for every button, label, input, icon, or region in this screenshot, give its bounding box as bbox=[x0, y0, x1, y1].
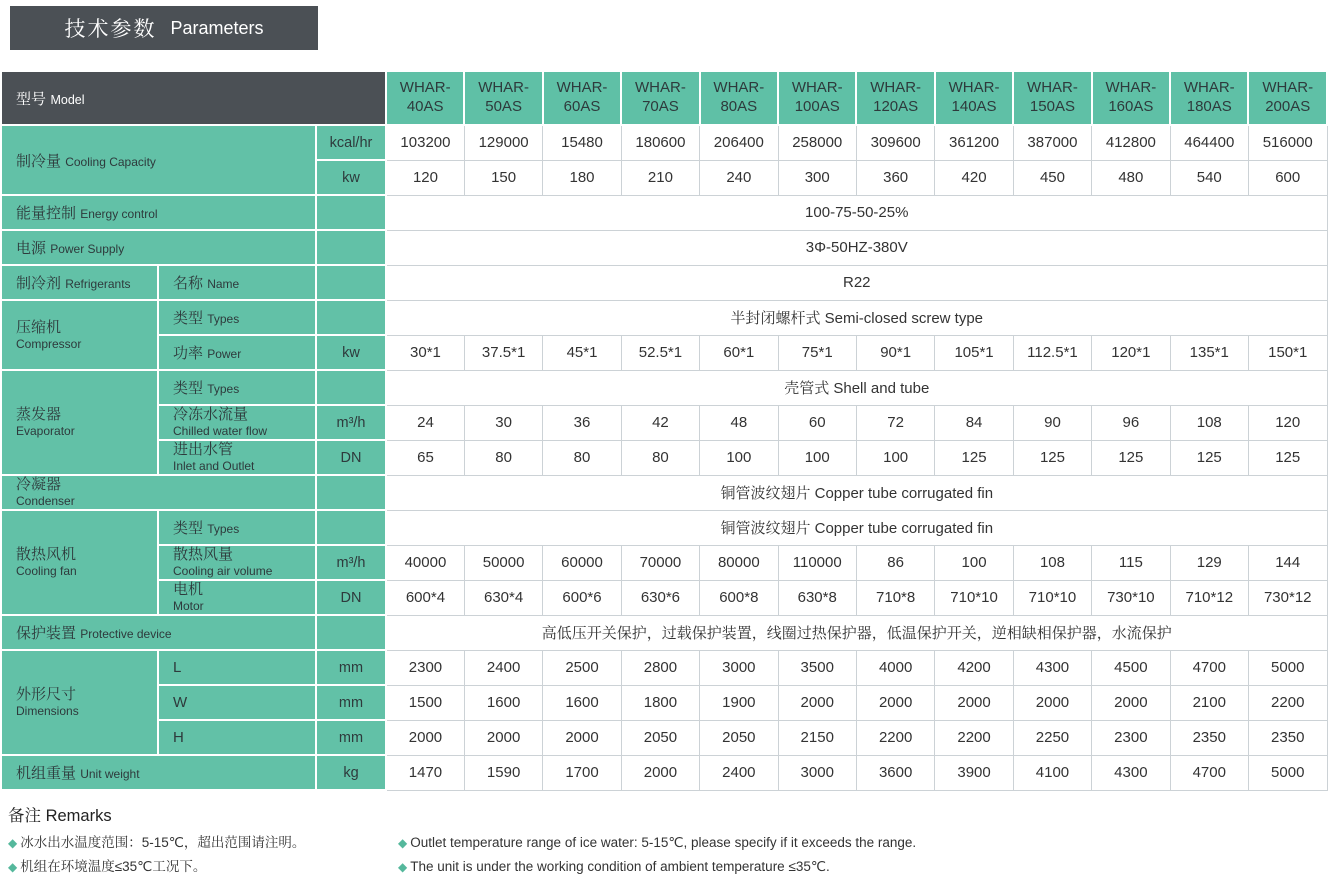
unit-cell-empty bbox=[316, 265, 386, 300]
value-cell: 125 bbox=[1248, 440, 1327, 475]
value-cell: 3000 bbox=[700, 650, 778, 685]
value-cell: 3900 bbox=[935, 755, 1013, 790]
label-en: Cooling Capacity bbox=[65, 154, 156, 169]
row-refrigerants bbox=[1, 265, 1327, 300]
model-label-zh: 型号 bbox=[16, 90, 47, 108]
diamond-bullet-icon: ◆ bbox=[8, 859, 18, 874]
value-cell: 2150 bbox=[778, 720, 856, 755]
row-label-energy-control bbox=[1, 195, 316, 230]
value-cell: 65 bbox=[386, 440, 464, 475]
label-en: Condenser bbox=[16, 494, 75, 509]
value-cell: 1600 bbox=[464, 685, 542, 720]
label-zh: 电机 bbox=[173, 581, 204, 599]
value-cell: 2500 bbox=[543, 650, 621, 685]
note-text: 机组在环境温度≤35℃工况下。 bbox=[20, 858, 207, 874]
value-cell: 730*10 bbox=[1092, 580, 1170, 615]
row-compressor-types bbox=[1, 300, 1327, 335]
value-cell: 84 bbox=[935, 405, 1013, 440]
model-header-cell: WHAR-140AS bbox=[935, 71, 1013, 125]
value-cell: 108 bbox=[1013, 545, 1091, 580]
value-cell: 48 bbox=[700, 405, 778, 440]
diamond-bullet-icon: ◆ bbox=[398, 859, 408, 874]
label-en: Unit weight bbox=[80, 767, 140, 781]
label-en: Dimensions bbox=[16, 704, 79, 719]
sublabel-motor bbox=[158, 580, 316, 615]
model-label-en: Model bbox=[50, 92, 85, 107]
note-item bbox=[398, 859, 916, 876]
model-header-cell: WHAR-180AS bbox=[1170, 71, 1248, 125]
value-cell: 1900 bbox=[700, 685, 778, 720]
label-zh: 类型 bbox=[173, 310, 204, 327]
model-header-cell: WHAR-50AS bbox=[464, 71, 542, 125]
value-cell: 600*6 bbox=[543, 580, 621, 615]
row-energy-control bbox=[1, 195, 1327, 230]
sublabel-chilled-water-flow bbox=[158, 405, 316, 440]
remarks-heading-zh: 备注 bbox=[8, 807, 41, 825]
value-cell: 2800 bbox=[621, 650, 699, 685]
unit-cell-kcal: kcal/hr bbox=[316, 125, 386, 160]
label-en: Motor bbox=[173, 599, 204, 614]
value-cell: 50000 bbox=[464, 545, 542, 580]
note-text: Outlet temperature range of ice water: 5-15℃, please specify if it exceeds the range. bbox=[410, 835, 917, 850]
sublabel-refrigerant-name bbox=[158, 265, 316, 300]
value-cell: 2050 bbox=[700, 720, 778, 755]
value-cell: 72 bbox=[856, 405, 934, 440]
unit-cell-empty bbox=[316, 510, 386, 545]
value-cell: 2400 bbox=[700, 755, 778, 790]
label-zh: 制冷量 bbox=[16, 152, 62, 170]
value-cell: 30*1 bbox=[386, 335, 464, 370]
model-label-cell bbox=[1, 71, 386, 125]
unit-cell-empty bbox=[316, 615, 386, 650]
label-zh: 进出水管 bbox=[173, 441, 234, 459]
value-cell: 125 bbox=[1013, 440, 1091, 475]
row-dimension-l bbox=[1, 650, 1327, 685]
value-cell: 206400 bbox=[700, 125, 778, 160]
label-zh: 外形尺寸 bbox=[16, 686, 77, 704]
label-zh: 冷冻水流量 bbox=[173, 406, 249, 424]
row-label-condenser bbox=[1, 475, 316, 510]
value-cell: 150*1 bbox=[1248, 335, 1327, 370]
value-cell: 1590 bbox=[464, 755, 542, 790]
value-cell: 120 bbox=[1248, 405, 1327, 440]
label-en: Power bbox=[207, 347, 242, 361]
page-title bbox=[10, 6, 318, 50]
value-cell: 4000 bbox=[856, 650, 934, 685]
page-title-en: Parameters bbox=[170, 17, 264, 38]
row-protective-device bbox=[1, 615, 1327, 650]
value-cell: 540 bbox=[1170, 160, 1248, 195]
value-cell: 2250 bbox=[1013, 720, 1091, 755]
value-cell: 96 bbox=[1092, 405, 1170, 440]
row-cooling-fan-types bbox=[1, 510, 1327, 545]
value-cell: 80 bbox=[543, 440, 621, 475]
remarks-heading bbox=[8, 802, 1320, 826]
value-cell: 480 bbox=[1092, 160, 1170, 195]
value-cell: 129000 bbox=[464, 125, 542, 160]
parameters-table bbox=[0, 70, 1328, 791]
value-cell: 2350 bbox=[1248, 720, 1327, 755]
label-zh: 保护装置 bbox=[16, 625, 77, 642]
value-cell: 600 bbox=[1248, 160, 1327, 195]
value-cell: 2000 bbox=[386, 720, 464, 755]
model-header-cell: WHAR-120AS bbox=[856, 71, 934, 125]
value-cell: 80 bbox=[464, 440, 542, 475]
value-cell: 710*10 bbox=[1013, 580, 1091, 615]
value-cell: 125 bbox=[1092, 440, 1170, 475]
label-en: Types bbox=[207, 522, 240, 536]
value-condenser: 铜管波纹翅片 Copper tube corrugated fin bbox=[386, 475, 1327, 510]
value-cell: 4700 bbox=[1170, 755, 1248, 790]
value-cell: 180600 bbox=[621, 125, 699, 160]
value-cell: 2000 bbox=[856, 685, 934, 720]
value-cell: 37.5*1 bbox=[464, 335, 542, 370]
label-zh: 电源 bbox=[16, 240, 47, 257]
sublabel-cooling-fan-types bbox=[158, 510, 316, 545]
value-cell: 5000 bbox=[1248, 650, 1327, 685]
unit-cell-empty bbox=[316, 370, 386, 405]
value-cell: 42 bbox=[621, 405, 699, 440]
value-cell: 4300 bbox=[1092, 755, 1170, 790]
label-zh: 制冷剂 bbox=[16, 275, 62, 292]
value-cell: 125 bbox=[935, 440, 1013, 475]
value-cell: 100 bbox=[856, 440, 934, 475]
value-cell: 3500 bbox=[778, 650, 856, 685]
value-cell: 90 bbox=[1013, 405, 1091, 440]
value-cell: 1700 bbox=[543, 755, 621, 790]
value-cell: 730*12 bbox=[1248, 580, 1327, 615]
unit-cell-mm: mm bbox=[316, 720, 386, 755]
diamond-bullet-icon: ◆ bbox=[8, 836, 18, 850]
value-cell: 2300 bbox=[386, 650, 464, 685]
value-cell: 129 bbox=[1170, 545, 1248, 580]
value-compressor-type: 半封闭螺杆式 Semi-closed screw type bbox=[386, 300, 1327, 335]
value-cell: 60 bbox=[778, 405, 856, 440]
value-evaporator-type: 壳管式 Shell and tube bbox=[386, 370, 1327, 405]
remarks-section bbox=[8, 802, 1320, 876]
value-cell: 2000 bbox=[778, 685, 856, 720]
label-en: Types bbox=[207, 312, 240, 326]
row-label-protective-device bbox=[1, 615, 316, 650]
model-header-cell: WHAR-60AS bbox=[543, 71, 621, 125]
label-zh: 名称 bbox=[173, 275, 204, 292]
row-motor bbox=[1, 580, 1327, 615]
row-dimension-h bbox=[1, 720, 1327, 755]
sublabel-compressor-power bbox=[158, 335, 316, 370]
unit-cell-m3h: m³/h bbox=[316, 545, 386, 580]
value-cell: 420 bbox=[935, 160, 1013, 195]
value-cell: 144 bbox=[1248, 545, 1327, 580]
value-cell: 516000 bbox=[1248, 125, 1327, 160]
value-cell: 45*1 bbox=[543, 335, 621, 370]
row-label-cooling-fan bbox=[1, 510, 158, 615]
unit-cell-empty bbox=[316, 230, 386, 265]
unit-cell-empty bbox=[316, 475, 386, 510]
unit-cell-dn: DN bbox=[316, 580, 386, 615]
value-cell: 2200 bbox=[1248, 685, 1327, 720]
label-zh: 类型 bbox=[173, 380, 204, 397]
value-cell: 2000 bbox=[1092, 685, 1170, 720]
value-protective-device: 高低压开关保护，过载保护装置，线圈过热保护器，低温保护开关，逆相缺相保护器，水流保护 bbox=[386, 615, 1327, 650]
note-text: 冰水出水温度范围：5-15℃，超出范围请注明。 bbox=[20, 835, 306, 850]
note-text: The unit is under the working condition of ambient temperature ≤35℃. bbox=[410, 858, 830, 874]
label-en: Compressor bbox=[16, 336, 82, 351]
value-cell: 412800 bbox=[1092, 125, 1170, 160]
row-cooling-capacity-kcal bbox=[1, 125, 1327, 160]
unit-cell-empty bbox=[316, 195, 386, 230]
value-cell: 4500 bbox=[1092, 650, 1170, 685]
value-cell: 36 bbox=[543, 405, 621, 440]
unit-cell-mm: mm bbox=[316, 685, 386, 720]
value-cell: 4100 bbox=[1013, 755, 1091, 790]
value-cell: 2050 bbox=[621, 720, 699, 755]
value-cell: 360 bbox=[856, 160, 934, 195]
value-cell: 1600 bbox=[543, 685, 621, 720]
row-cooling-air-volume bbox=[1, 545, 1327, 580]
label-en: Inlet and Outlet bbox=[173, 459, 255, 474]
value-cell: 100 bbox=[778, 440, 856, 475]
label-en: Name bbox=[207, 277, 240, 291]
unit-cell-mm: mm bbox=[316, 650, 386, 685]
value-cell: 120 bbox=[386, 160, 464, 195]
value-cell: 2200 bbox=[935, 720, 1013, 755]
value-cell: 105*1 bbox=[935, 335, 1013, 370]
label-zh: 蒸发器 bbox=[16, 406, 62, 424]
label-en: Types bbox=[207, 382, 240, 396]
note-item bbox=[8, 835, 398, 852]
label-en: Evaporator bbox=[16, 424, 75, 439]
value-cell: 3600 bbox=[856, 755, 934, 790]
remarks-notes-en bbox=[398, 835, 916, 876]
label-zh: 散热风机 bbox=[16, 546, 77, 564]
row-label-unit-weight bbox=[1, 755, 316, 790]
label-en: Energy control bbox=[80, 207, 158, 221]
value-cell: 75*1 bbox=[778, 335, 856, 370]
value-cell: 135*1 bbox=[1170, 335, 1248, 370]
model-header-cell: WHAR-150AS bbox=[1013, 71, 1091, 125]
value-cell: 630*6 bbox=[621, 580, 699, 615]
value-cell: 24 bbox=[386, 405, 464, 440]
row-dimension-w bbox=[1, 685, 1327, 720]
row-compressor-power bbox=[1, 335, 1327, 370]
row-unit-weight bbox=[1, 755, 1327, 790]
value-cell: 710*8 bbox=[856, 580, 934, 615]
value-cell: 100 bbox=[700, 440, 778, 475]
unit-cell-kg: kg bbox=[316, 755, 386, 790]
row-label-compressor bbox=[1, 300, 158, 370]
value-cell: 30 bbox=[464, 405, 542, 440]
value-cell: 52.5*1 bbox=[621, 335, 699, 370]
label-zh: 冷凝器 bbox=[16, 476, 62, 494]
value-cell: 112.5*1 bbox=[1013, 335, 1091, 370]
remarks-notes-zh bbox=[8, 835, 398, 876]
value-cell: 1470 bbox=[386, 755, 464, 790]
value-cell: 2100 bbox=[1170, 685, 1248, 720]
unit-cell-kw: kw bbox=[316, 335, 386, 370]
sublabel-dimension-w: W bbox=[158, 685, 316, 720]
value-power-supply: 3Φ-50HZ-380V bbox=[386, 230, 1327, 265]
row-condenser bbox=[1, 475, 1327, 510]
unit-cell-kw: kw bbox=[316, 160, 386, 195]
label-zh: 压缩机 bbox=[16, 318, 62, 336]
value-cell: 630*4 bbox=[464, 580, 542, 615]
remarks-heading-en: Remarks bbox=[45, 807, 112, 825]
value-cell: 5000 bbox=[1248, 755, 1327, 790]
value-cell: 2000 bbox=[543, 720, 621, 755]
model-header-cell: WHAR-160AS bbox=[1092, 71, 1170, 125]
value-cell: 150 bbox=[464, 160, 542, 195]
value-cell: 60000 bbox=[543, 545, 621, 580]
label-zh: 散热风量 bbox=[173, 546, 234, 564]
value-cell: 2000 bbox=[621, 755, 699, 790]
value-cell: 4700 bbox=[1170, 650, 1248, 685]
label-zh: 功率 bbox=[173, 345, 204, 362]
remarks-notes bbox=[8, 835, 1320, 876]
value-cell: 2000 bbox=[1013, 685, 1091, 720]
unit-cell-m3h: m³/h bbox=[316, 405, 386, 440]
value-cell: 108 bbox=[1170, 405, 1248, 440]
value-cell: 2400 bbox=[464, 650, 542, 685]
unit-cell-dn: DN bbox=[316, 440, 386, 475]
value-cell: 4300 bbox=[1013, 650, 1091, 685]
value-cell: 1800 bbox=[621, 685, 699, 720]
value-cell: 210 bbox=[621, 160, 699, 195]
label-zh: 能量控制 bbox=[16, 205, 77, 222]
value-cell: 300 bbox=[778, 160, 856, 195]
value-cell: 309600 bbox=[856, 125, 934, 160]
value-cell: 3000 bbox=[778, 755, 856, 790]
diamond-bullet-icon: ◆ bbox=[398, 836, 408, 850]
label-en: Chilled water flow bbox=[173, 424, 268, 439]
sublabel-dimension-h: H bbox=[158, 720, 316, 755]
value-refrigerant: R22 bbox=[386, 265, 1327, 300]
value-cell: 40000 bbox=[386, 545, 464, 580]
value-cell: 600*8 bbox=[700, 580, 778, 615]
value-cell: 361200 bbox=[935, 125, 1013, 160]
value-cell: 125 bbox=[1170, 440, 1248, 475]
value-cell: 710*10 bbox=[935, 580, 1013, 615]
value-cell: 103200 bbox=[386, 125, 464, 160]
row-label-cooling-capacity bbox=[1, 125, 316, 195]
unit-cell-empty bbox=[316, 300, 386, 335]
row-label-dimensions bbox=[1, 650, 158, 755]
sublabel-inlet-outlet bbox=[158, 440, 316, 475]
sublabel-dimension-l: L bbox=[158, 650, 316, 685]
label-en: Cooling air volume bbox=[173, 564, 273, 579]
label-en: Cooling fan bbox=[16, 564, 77, 579]
model-header-cell: WHAR-40AS bbox=[386, 71, 464, 125]
value-cell: 2000 bbox=[464, 720, 542, 755]
value-cell: 60*1 bbox=[700, 335, 778, 370]
value-cell: 80 bbox=[621, 440, 699, 475]
value-cell: 2300 bbox=[1092, 720, 1170, 755]
label-en: Refrigerants bbox=[65, 277, 131, 291]
value-cell: 70000 bbox=[621, 545, 699, 580]
value-cell: 450 bbox=[1013, 160, 1091, 195]
value-cell: 1500 bbox=[386, 685, 464, 720]
value-cooling-fan-type: 铜管波纹翅片 Copper tube corrugated fin bbox=[386, 510, 1327, 545]
value-cell: 464400 bbox=[1170, 125, 1248, 160]
row-label-evaporator bbox=[1, 370, 158, 475]
model-header-row bbox=[1, 71, 1327, 125]
sublabel-compressor-types bbox=[158, 300, 316, 335]
value-cell: 4200 bbox=[935, 650, 1013, 685]
row-label-power-supply bbox=[1, 230, 316, 265]
value-energy-control: 100-75-50-25% bbox=[386, 195, 1327, 230]
value-cell: 120*1 bbox=[1092, 335, 1170, 370]
label-en: Protective device bbox=[80, 627, 172, 641]
row-evaporator-types bbox=[1, 370, 1327, 405]
value-cell: 90*1 bbox=[856, 335, 934, 370]
value-cell: 710*12 bbox=[1170, 580, 1248, 615]
label-zh: 机组重量 bbox=[16, 765, 77, 782]
label-zh: 类型 bbox=[173, 520, 204, 537]
value-cell: 80000 bbox=[700, 545, 778, 580]
sublabel-cooling-air-volume bbox=[158, 545, 316, 580]
value-cell: 86 bbox=[856, 545, 934, 580]
model-header-cell: WHAR-80AS bbox=[700, 71, 778, 125]
value-cell: 630*8 bbox=[778, 580, 856, 615]
row-chilled-water-flow bbox=[1, 405, 1327, 440]
model-header-cell: WHAR-200AS bbox=[1248, 71, 1327, 125]
model-header-cell: WHAR-70AS bbox=[621, 71, 699, 125]
value-cell: 115 bbox=[1092, 545, 1170, 580]
value-cell: 387000 bbox=[1013, 125, 1091, 160]
model-header-cell: WHAR-100AS bbox=[778, 71, 856, 125]
value-cell: 258000 bbox=[778, 125, 856, 160]
page-title-zh: 技术参数 bbox=[64, 18, 157, 41]
value-cell: 180 bbox=[543, 160, 621, 195]
value-cell: 110000 bbox=[778, 545, 856, 580]
row-power-supply bbox=[1, 230, 1327, 265]
label-en: Power Supply bbox=[50, 242, 125, 256]
sublabel-evaporator-types bbox=[158, 370, 316, 405]
value-cell: 2200 bbox=[856, 720, 934, 755]
note-item bbox=[8, 859, 398, 876]
row-label-refrigerants bbox=[1, 265, 158, 300]
value-cell: 100 bbox=[935, 545, 1013, 580]
value-cell: 2000 bbox=[935, 685, 1013, 720]
row-inlet-outlet bbox=[1, 440, 1327, 475]
value-cell: 15480 bbox=[543, 125, 621, 160]
note-item bbox=[398, 835, 916, 852]
value-cell: 240 bbox=[700, 160, 778, 195]
value-cell: 600*4 bbox=[386, 580, 464, 615]
value-cell: 2350 bbox=[1170, 720, 1248, 755]
